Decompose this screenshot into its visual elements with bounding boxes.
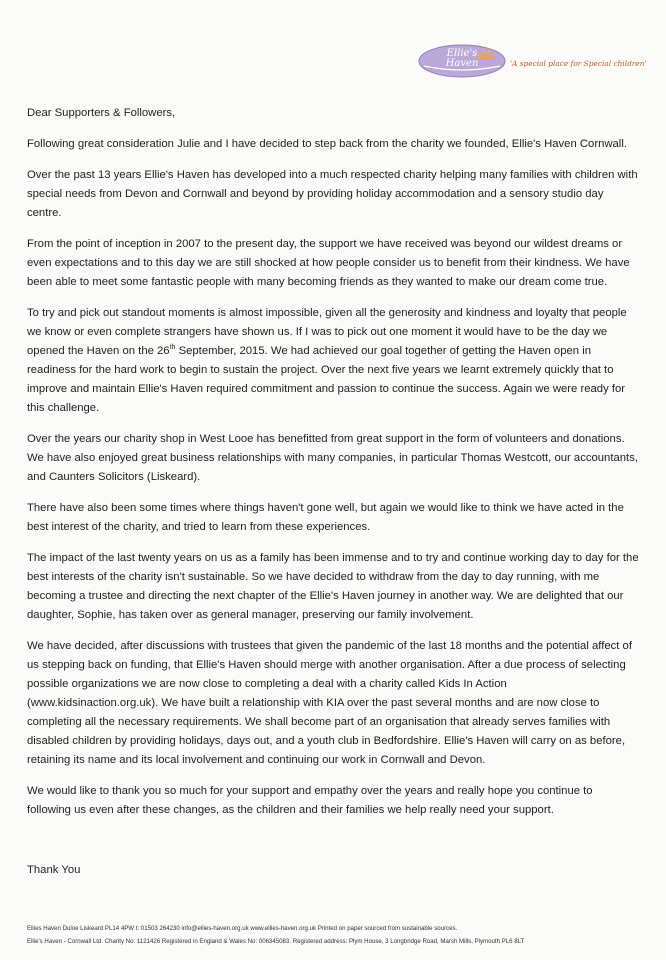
paragraph-2: Over the past 13 years Ellie's Haven has developed into a much respected charity helping many families with children with special needs from Devon and Cornwall and beyond by providing holiday accommodation and a sensory studio day centre.	[27, 169, 638, 219]
paragraph-4	[27, 304, 639, 418]
paragraph-5: Over the years our charity shop in West Looe has benefitted from great support in the form of volunteers and donations. We have also enjoyed great business relationships with many companies, in particular Thomas Westcott, our accountants, and Caunters Solicitors (Liskeard).	[27, 433, 638, 483]
paragraph-9: We would like to thank you so much for your support and empathy over the years and really hope you continue to following us even after these changes, as the children and their families we help really need your support.	[27, 785, 593, 816]
paragraph-6: There have also been some times where things haven't gone well, but again we would like to think we have acted in the best interest of the charity, and tried to learn from these experiences.	[27, 502, 624, 533]
paragraph-8: We have decided, after discussions with trustees that given the pandemic of the last 18 months and the potential affect of us stepping back on funding, that Ellie's Haven should merge with another organisation. After a due process of selecting possible organizations we are now close to completing a deal with a charity called Kids In Action (www.kidsinaction.org.uk). We have built a relationship with KIA over the past several months and are now close to completing all the necessary requirements. We shall become part of an organisation that already serves families with disabled children by providing holidays, days out, and a youth club in Bedfordshire. Ellie's Haven will carry on as before, retaining its name and its local involvement and continuing our work in Cornwall and Devon.	[27, 640, 632, 766]
paragraph-4-start: To try and pick out standout moments is almost impossible, given all the generosity and kindness and loyalty that people we know or even complete strangers have shown us. If I was to pick out one moment it would have to be the day we opened the Haven on the 26	[27, 307, 627, 357]
footer-line-2: Ellie's Haven - Cornwall Ltd. Charity No: 1121426 Registered in England & Wales No: 006345083. Registered address: Plym House, 3 Longbridge Road, Marsh Mills, Plymouth PL6 8LT	[27, 938, 525, 945]
paragraph-1: Following great consideration Julie and I have decided to step back from the charity we founded, Ellie's Haven Cornwall.	[27, 138, 627, 150]
tagline: 'A special place for Special children'	[510, 59, 647, 68]
letter-body	[27, 104, 639, 832]
footer	[27, 922, 659, 948]
letterhead	[418, 44, 658, 78]
paragraph-4-sup: th	[169, 344, 176, 352]
signoff: Thank You	[27, 864, 81, 876]
footer-line-1: Ellies Haven Duloe Liskeard PL14 4PW t: 01503 264230 info@ellies-haven.org.uk www.ellies-haven.org.uk Printed on paper sourced from sustainable sources.	[27, 925, 458, 932]
logo-text: Ellie's Haven	[445, 48, 479, 69]
paragraph-7: The impact of the last twenty years on us as a family has been immense and to try and continue working day to day for the best interests of the charity isn't sustainable. So we have decided to withdraw from the day to day running, with me becoming a trustee and directing the next chapter of the Ellie's Haven journey in another way. We are delighted that our daughter, Sophie, has taken over as general manager, preserving our family involvement.	[27, 552, 639, 621]
salutation: Dear Supporters & Followers,	[27, 107, 176, 119]
paragraph-3: From the point of inception in 2007 to the present day, the support we have received was beyond our wildest dreams or even expectations and to this day we are still shocked at how people consider us to benefit from their kindness. We have been able to meet some fantastic people with many becoming friends as they wanted to make our dream come true.	[27, 238, 630, 288]
paragraph-4-rest: September, 2015. We had achieved our goal together of getting the Haven open in readiness for the hard work to begin to sustain the project. Over the next five years we learnt extremely quickly that to improve and maintain Ellie's Haven required commitment and passion to continue the success. Again we were ready for this challenge.	[27, 345, 626, 414]
